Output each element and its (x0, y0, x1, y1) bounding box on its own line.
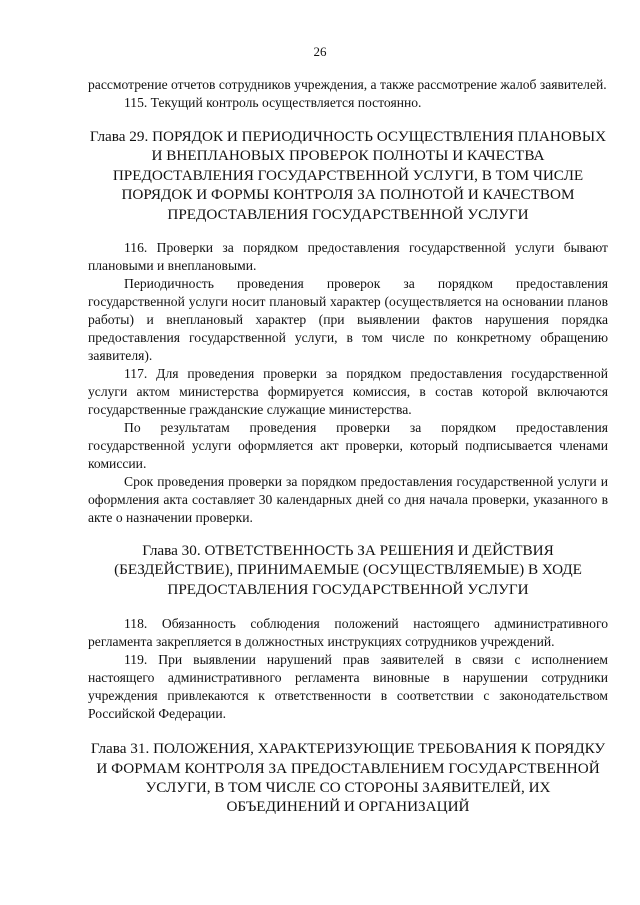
paragraph-118: 118. Обязанность соблюдения положений настоящего административного регламента закрепляется в должностных инструкциях сотрудников учреждений. (88, 616, 608, 650)
page-number: 26 (313, 44, 327, 59)
chapter-30-heading: Глава 30. ОТВЕТСТВЕННОСТЬ ЗА РЕШЕНИЯ И ДЕЙСТВИЯ (БЕЗДЕЙСТВИЕ), ПРИНИМАЕМЫЕ (ОСУЩЕСТВЛЯЕМЫЕ) В ХОДЕ ПРЕДОСТАВЛЕНИЯ ГОСУДАРСТВЕННОЙ УСЛУГИ (114, 542, 582, 598)
paragraph-115: 115. Текущий контроль осуществляется постоянно. (124, 95, 422, 110)
document-body (88, 76, 608, 817)
paragraph-116-periodicity: Периодичность проведения проверок за порядком предоставления государственной услуги носит плановый характер (осуществляется на основании планов работы) и внеплановый характер (при выявлении фактов нарушения порядка предоставления государственной услуги, в том числе по конкретному обращению заявителя). (88, 276, 608, 364)
paragraph-continuation: рассмотрение отчетов сотрудников учреждения, а также рассмотрение жалоб заявителей. (88, 77, 607, 92)
paragraph-117-results: По результатам проведения проверки за порядком предоставления государственной услуги оформляется акт проверки, который подписывается членами комиссии. (88, 420, 608, 472)
paragraph-119: 119. При выявлении нарушений прав заявителей в связи с исполнением настоящего административного регламента виновные в нарушении сотрудники учреждения привлекаются к ответственности в соответствии с законодательством Российской Федерации. (88, 652, 608, 722)
chapter-31-heading: Глава 31. ПОЛОЖЕНИЯ, ХАРАКТЕРИЗУЮЩИЕ ТРЕБОВАНИЯ К ПОРЯДКУ И ФОРМАМ КОНТРОЛЯ ЗА ПРЕДОСТАВЛЕНИЕМ ГОСУДАРСТВЕННОЙ УСЛУГИ, В ТОМ ЧИСЛЕ СО СТОРОНЫ ЗАЯВИТЕЛЕЙ, ИХ ОБЪЕДИНЕНИЙ И ОРГАНИЗАЦИЙ (90, 740, 606, 816)
chapter-29-heading: Глава 29. ПОРЯДОК И ПЕРИОДИЧНОСТЬ ОСУЩЕСТВЛЕНИЯ ПЛАНОВЫХ И ВНЕПЛАНОВЫХ ПРОВЕРОК ПОЛНОТЫ И КАЧЕСТВА ПРЕДОСТАВЛЕНИЯ ГОСУДАРСТВЕННОЙ УСЛУГИ, В ТОМ ЧИСЛЕ ПОРЯДОК И ФОРМЫ КОНТРОЛЯ ЗА ПОЛНОТОЙ И КАЧЕСТВОМ ПРЕДОСТАВЛЕНИЯ ГОСУДАРСТВЕННОЙ УСЛУГИ (89, 128, 607, 223)
paragraph-116: 116. Проверки за порядком предоставления государственной услуги бывают плановыми и внеплановыми. (88, 240, 608, 274)
paragraph-117-term: Срок проведения проверки за порядком предоставления государственной услуги и оформления акта составляет 30 календарных дней со дня начала проверки, указанного в акте о назначении проверки. (88, 474, 608, 526)
paragraph-117: 117. Для проведения проверки за порядком предоставления государственной услуги актом министерства формируется комиссия, в состав которой включаются государственные гражданские служащие министерства. (88, 366, 608, 418)
